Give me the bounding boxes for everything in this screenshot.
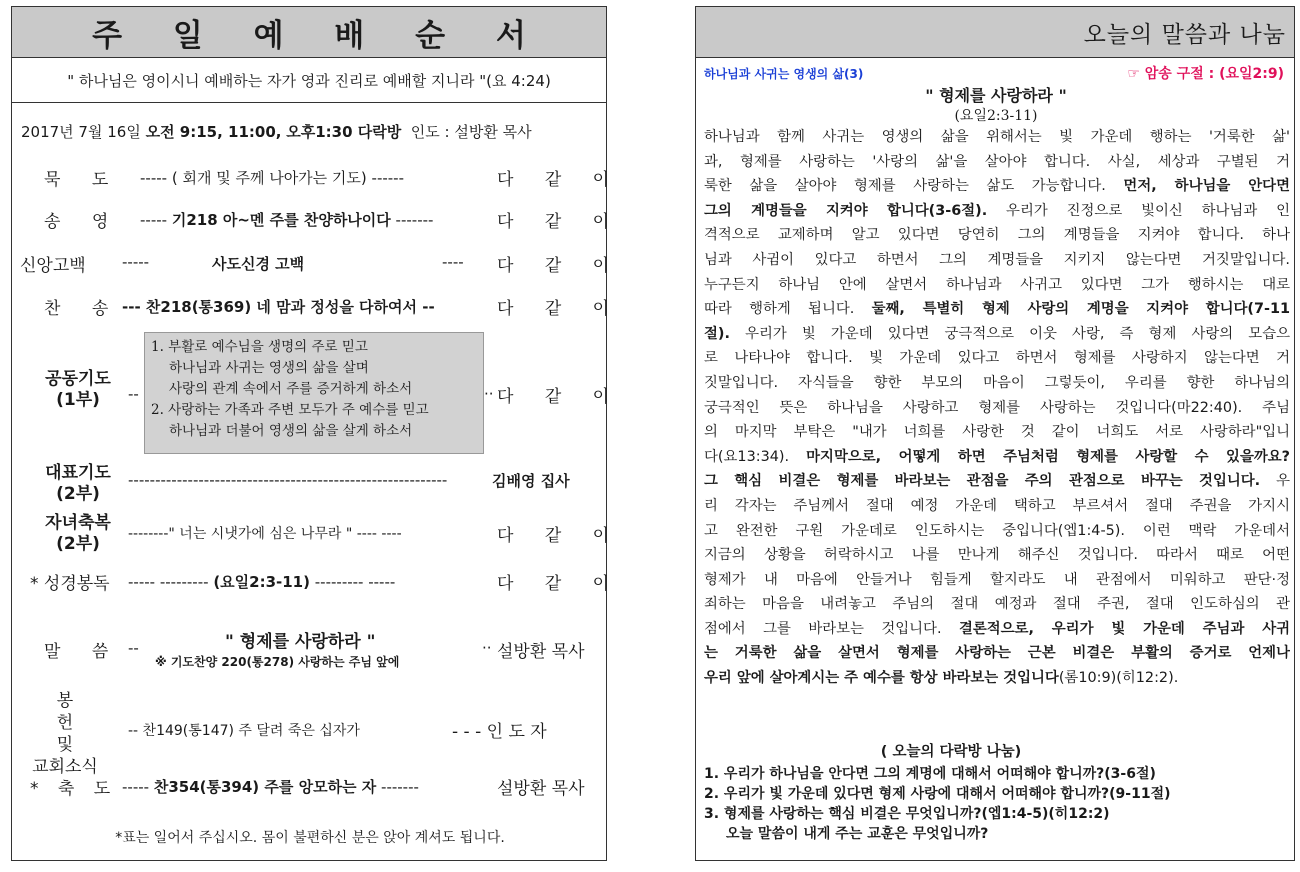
order-dash: -- xyxy=(128,639,139,657)
sermon-hymn-note: ※ 기도찬양 220(통278) 사랑하는 주님 앞에 xyxy=(155,655,400,669)
order-performer: 다 같 이 xyxy=(497,526,623,546)
sermon-text: 의 마지막 부탁은 "내가 너희를 사랑한 것 같이 너희도 서로 사랑하라"입니 xyxy=(704,424,1290,441)
order-detail: ----- ( 회개 및 주께 나아가는 기도) ------ xyxy=(140,169,405,187)
order-dash: ·· xyxy=(484,385,494,403)
sermon-title-left: " 형제를 사랑하라 " xyxy=(225,632,376,652)
sermon-emphasis: 마지막으로, 어떻게 하면 주님처럼 형제를 사랑할 수 있을까요? xyxy=(806,448,1290,465)
order-performer: 다 같 이 xyxy=(497,170,623,190)
order-label: 신앙고백 xyxy=(20,256,86,276)
order-label: 묵 도 xyxy=(44,170,122,190)
sermon-line xyxy=(704,568,1290,593)
prayer-line: 하나님과 사귀는 영생의 삶을 살며 xyxy=(169,360,369,376)
sermon-line xyxy=(704,617,1290,642)
service-times: 오전 9:15, 11:00, xyxy=(145,123,282,141)
order-label: 말 씀 xyxy=(44,642,122,662)
order-detail: --- 찬218(통369) 네 맘과 정성을 다하여서 -- xyxy=(122,298,435,316)
order-label: 공동기도 (1부) xyxy=(45,369,111,410)
sermon-line xyxy=(704,150,1290,175)
sermon-text: 죄하는 마음을 내려놓고 주님의 절대 예정과 절대 주권, 절대 인도하심의 관 xyxy=(704,596,1290,613)
service-afternoon: 오후1:30 다락방 xyxy=(286,123,402,141)
sermon-text: 우리가 빛 가운데 있다면 궁극적으로 이웃 사랑, 즉 형제 사랑의 모습으 xyxy=(729,325,1290,342)
sermon-line xyxy=(704,641,1290,666)
sermon-emphasis: 결론적으로, 우리가 빛 가운데 주님과 사귀 xyxy=(958,620,1290,637)
sermon-line xyxy=(704,273,1290,298)
sermon-line xyxy=(704,543,1290,568)
sermon-text: 지금의 상황을 허락하시고 나를 만나게 해주신 것입니다. 따라서 때로 어떤 xyxy=(704,547,1290,564)
sermon-line xyxy=(704,592,1290,617)
memory-verse-label: ☞ 암송 구절 : (요일2:9) xyxy=(1127,66,1284,82)
order-label: * 성경봉독 xyxy=(30,574,110,594)
sermon-line xyxy=(704,420,1290,445)
sermon-title: " 형제를 사랑하라 " xyxy=(925,86,1067,105)
prayer-line: 1. 부활로 예수님을 생명의 주로 믿고 xyxy=(151,339,368,355)
sermon-text: 리 각자는 주님께서 절대 예정 가운데 택하고 부르셔서 절대 주권을 가지시 xyxy=(704,497,1290,514)
sermon-text: 님과 사귐이 있다고 하면서 그의 계명들을 지키지 않는다면 거짓말입니다. xyxy=(704,251,1290,268)
order-performer: - - - 인 도 자 xyxy=(452,722,547,742)
sermon-text: 누구든지 하나님 안에 살면서 하나님과 사귀고 있다면 그가 행하시는 대로 xyxy=(704,276,1290,293)
theme-verse: " 하나님은 영이시니 예배하는 자가 영과 진리로 예배할 지니라 "(요 4:24) xyxy=(12,58,606,103)
sermon-panel-title: 오늘의 말씀과 나눔 xyxy=(696,7,1294,58)
sermon-panel xyxy=(695,6,1295,861)
worship-order-panel xyxy=(11,6,623,861)
sermon-emphasis: 우리 앞에 살아계시는 주 예수를 항상 바라보는 것입니다 xyxy=(704,670,1059,687)
sermon-text: 궁극적인 뜻은 하나님을 사랑하고 형제를 사랑하는 것입니다(마22:40). 주님 xyxy=(704,399,1290,416)
sermon-line xyxy=(704,666,1290,691)
sermon-emphasis: 둘째, 특별히 형제 사랑의 계명을 지켜야 합니다(7-11 xyxy=(871,301,1290,318)
sermon-emphasis: 그 핵심 비결은 형제를 바라보는 관점을 주의 관점으로 바꾸는 것입니다. xyxy=(704,473,1261,490)
sermon-body xyxy=(704,125,1290,691)
order-detail: ----- --------- (요일2:3-11) --------- ----- xyxy=(128,573,396,591)
sermon-emphasis: 는 거룩한 삶을 살면서 형제를 사랑하는 근본 비결은 부활의 증거로 언제나 xyxy=(704,645,1290,662)
order-detail: ----- 찬354(통394) 주를 앙모하는 자 ------- xyxy=(122,778,419,796)
order-performer: 설방환 목사 xyxy=(497,779,585,799)
sermon-line xyxy=(704,519,1290,544)
sermon-text: 다(요13:34). xyxy=(704,448,807,465)
sermon-text: (롬10:9)(히12:2). xyxy=(1058,670,1179,687)
order-detail: 사도신경 고백 xyxy=(212,255,305,273)
sermon-line xyxy=(704,199,1290,224)
sermon-text: 하나님과 함께 사귀는 영생의 삶을 위해서는 빛 가운데 행하는 '거룩한 삶' xyxy=(704,129,1290,145)
sermon-text: 우리가 진정으로 빛이신 하나님과 인 xyxy=(987,202,1290,219)
discussion-question: 1. 우리가 하나님을 안다면 그의 계명에 대해서 어떠해야 합니까?(3-6절) xyxy=(704,766,1156,782)
service-date: 2017년 7월 16일 xyxy=(21,123,141,141)
order-label: 봉 헌 및 교회소식 xyxy=(32,691,98,777)
prayer-topics-box xyxy=(144,332,484,454)
discussion-title: ( 오늘의 다락방 나눔) xyxy=(880,744,1022,760)
order-dash: -- xyxy=(128,385,139,403)
order-performer: 설방환 목사 xyxy=(497,642,585,662)
order-detail: --------" 너는 시냇가에 심은 나무라 " ---- ---- xyxy=(128,526,402,542)
standing-note: *표는 일어서 주십시오. 몸이 불편하신 분은 앉아 계셔도 됩니다. xyxy=(115,830,505,846)
sermon-line xyxy=(704,371,1290,396)
sermon-text: 우 xyxy=(1260,473,1290,490)
sermon-line xyxy=(704,125,1290,150)
sermon-text: 짓말입니다. 자식들을 향한 부모의 마음이 그렇듯이, 우리를 향한 하나님의 xyxy=(704,374,1290,391)
sermon-emphasis: 그의 계명들을 지켜야 합니다(3-6절). xyxy=(704,202,988,219)
order-detail: ----------------------------------------------------------- xyxy=(128,471,448,489)
sermon-line xyxy=(704,248,1290,273)
sermon-line xyxy=(704,322,1290,347)
sermon-line xyxy=(704,494,1290,519)
order-label: 대표기도 (2부) xyxy=(45,463,111,504)
service-info xyxy=(21,121,617,142)
sermon-reference: (요일2:3-11) xyxy=(954,108,1038,124)
order-dash: ·· xyxy=(482,639,492,657)
order-label: * 축 도 xyxy=(30,779,118,799)
sermon-line xyxy=(704,174,1290,199)
sermon-emphasis: 절). xyxy=(704,325,730,342)
order-detail: ----- 기218 아~멘 주를 찬양하나이다 ------- xyxy=(140,211,434,229)
sermon-line xyxy=(704,469,1290,494)
sermon-line xyxy=(704,223,1290,248)
sermon-text: 고 완전한 구원 가운데로 인도하시는 중입니다(엡1:4-5). 이런 맥락 가운데서 xyxy=(704,522,1290,539)
series-label: 하나님과 사귀는 영생의 삶(3) xyxy=(704,67,864,81)
order-performer: 다 같 이 xyxy=(497,574,623,594)
sermon-text: 점에서 그를 바라보는 것입니다. xyxy=(704,620,959,637)
order-performer: 다 같 이 xyxy=(497,256,623,276)
sermon-text: 형제가 내 마음에 안들거나 힘들게 할지라도 내 관점에서 미워하고 판단·정 xyxy=(704,571,1290,588)
order-label: 자녀축복 (2부) xyxy=(45,513,111,554)
order-detail-prefix: ----- xyxy=(122,253,150,271)
discussion-question: 오늘 말씀이 내게 주는 교훈은 무엇입니까? xyxy=(726,826,989,842)
order-performer: 다 같 이 xyxy=(497,212,623,232)
sermon-line xyxy=(704,297,1290,322)
order-label: 찬 송 xyxy=(44,299,122,319)
sermon-text: 로 나타나야 합니다. 빛 가운데 있다고 하면서 형제를 사랑하지 않는다면 거 xyxy=(704,350,1290,367)
order-performer: 다 같 이 xyxy=(497,299,623,319)
prayer-line: 2. 사랑하는 가족과 주변 모두가 주 예수를 믿고 xyxy=(151,402,429,418)
prayer-line: 사랑의 관계 속에서 주를 증거하게 하소서 xyxy=(169,381,413,397)
sermon-text: 룩한 삶을 살아야 형제를 사랑하는 삶도 가능합니다. xyxy=(704,178,1124,195)
order-label: 송 영 xyxy=(44,212,122,232)
sermon-text: 따라 행하게 됩니다. xyxy=(704,301,872,318)
discussion-question: 3. 형제를 사랑하는 핵심 비결은 무엇입니까?(엡1:4-5)(히12:2) xyxy=(704,806,1110,822)
sermon-line xyxy=(704,396,1290,421)
sermon-line xyxy=(704,346,1290,371)
discussion-question: 2. 우리가 빛 가운데 있다면 형제 사랑에 대해서 어떠해야 합니까?(9-11절) xyxy=(704,786,1171,802)
sermon-text: 격적으로 교제하며 알고 있다면 당연히 그의 계명들을 지켜야 합니다. 하나 xyxy=(704,227,1290,244)
order-detail: -- 찬149(통147) 주 달려 죽은 십자가 xyxy=(128,723,360,739)
order-performer: 다 같 이 xyxy=(497,387,623,407)
order-performer: 김배영 집사 xyxy=(492,472,570,490)
service-leader: 인도 : 설방환 목사 xyxy=(410,123,532,141)
order-detail-suffix: ---- xyxy=(442,253,464,271)
prayer-line: 하나님과 더불어 영생의 삶을 살게 하소서 xyxy=(169,423,413,439)
sermon-emphasis: 먼저, 하나님을 안다면 xyxy=(1123,178,1290,195)
sermon-line xyxy=(704,445,1290,470)
sermon-text: 과, 형제를 사랑하는 '사랑의 삶'을 살아야 합니다. 사실, 세상과 구별된 거 xyxy=(704,153,1290,170)
worship-order-title: 주 일 예 배 순 서 xyxy=(12,7,606,58)
